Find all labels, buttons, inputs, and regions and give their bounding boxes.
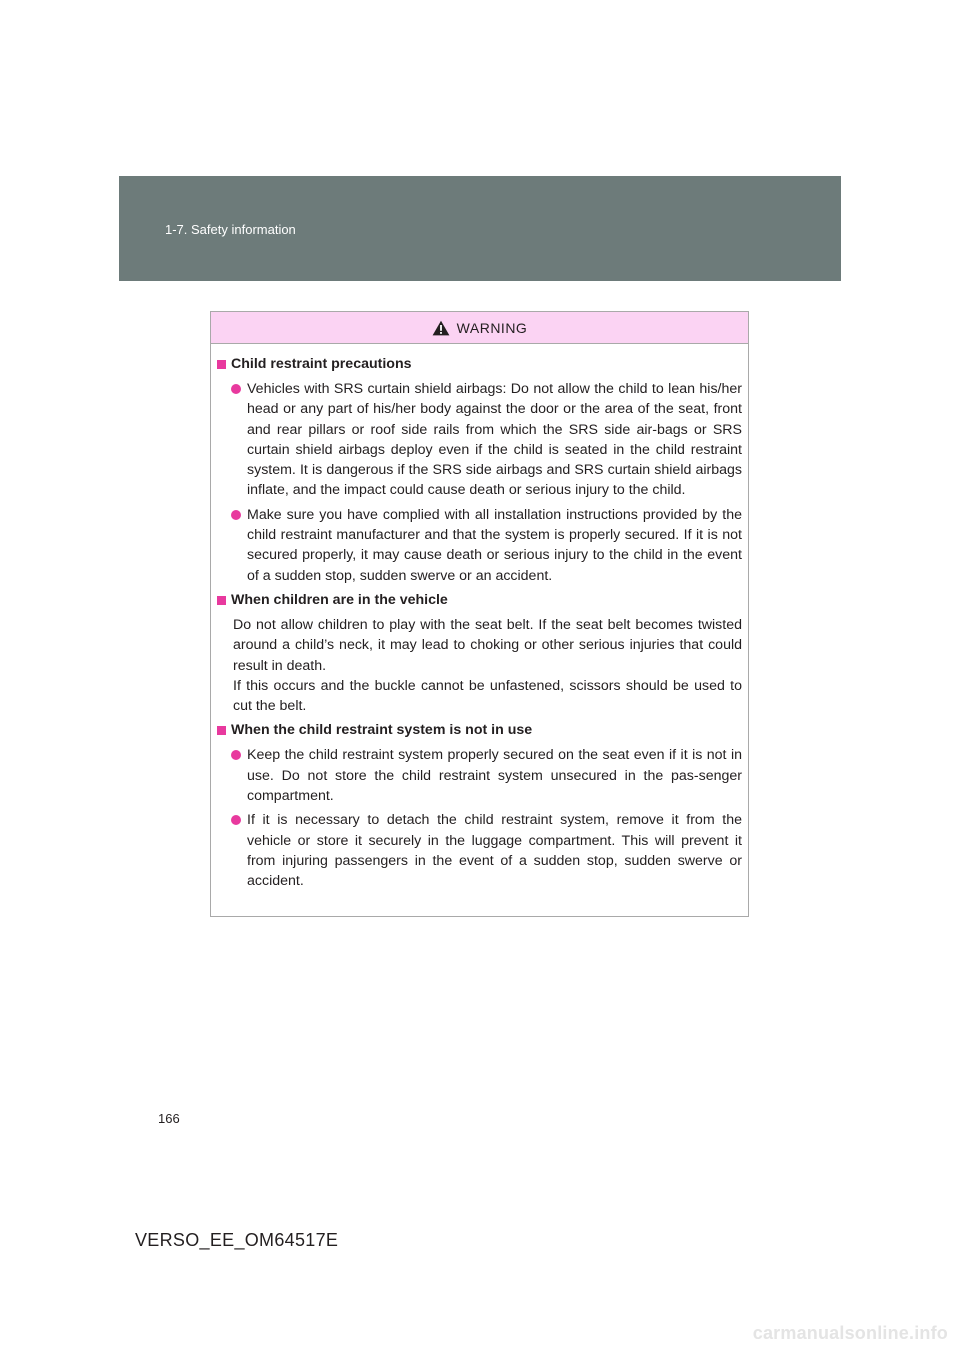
square-bullet-icon: [217, 360, 226, 369]
section-heading: [217, 590, 742, 611]
bullet-item: [217, 505, 742, 586]
bullet-text: Vehicles with SRS curtain shield airbags: Do not allow the child to lean his/her head or any part of his/her body against the door or the area of the seat, front and rear pillars or roof side rails from which the SRS side air-bags or SRS curtain shield airbags deploy even if the child is seated in the child restraint system. It is dangerous if the SRS side airbags and SRS curtain shield airbags inflate, and the impact could cause death or serious injury to the child.: [247, 381, 742, 499]
warning-title: WARNING: [456, 319, 528, 336]
bullet-text: Make sure you have complied with all installation instructions provided by the child restraint manufacturer and that the system is properly secured. If it is not secured properly, it may cause death or serious injury to the child in the event of a sudden stop, sudden swerve or an accident.: [247, 506, 742, 584]
warning-section: [217, 354, 742, 586]
section-heading: [217, 354, 742, 375]
section-heading-text: When children are in the vehicle: [231, 591, 448, 608]
warning-triangle-icon: [432, 320, 450, 336]
warning-section: [217, 590, 742, 716]
round-bullet-icon: [231, 815, 241, 825]
warning-header: [211, 312, 748, 344]
round-bullet-icon: [231, 750, 241, 760]
round-bullet-icon: [231, 510, 241, 520]
warning-box: [210, 311, 749, 917]
page-number: 166: [158, 1111, 180, 1126]
bullet-item: [217, 379, 742, 501]
section-header-band: [119, 176, 841, 281]
warning-section: [217, 720, 742, 891]
warning-body: [211, 344, 748, 892]
section-title: 1-7. Safety information: [165, 222, 296, 237]
watermark: carmanualsonline.info: [752, 1323, 948, 1343]
section-heading-text: Child restraint precautions: [231, 356, 412, 372]
section-heading: [217, 720, 742, 741]
paragraph-text: Do not allow children to play with the seat belt. If the seat belt becomes twisted around a child’s neck, it may lead to choking or other serious injuries that could result in death.: [233, 616, 742, 674]
section-heading-text: When the child restraint system is not in use: [231, 722, 533, 739]
bullet-text: Keep the child restraint system properly secured on the seat even if it is not in use. Do not store the child restraint system unsecured in the pas-senger compartment.: [247, 747, 742, 805]
square-bullet-icon: [217, 596, 226, 605]
round-bullet-icon: [231, 384, 241, 394]
bullet-item: [217, 745, 742, 806]
bullet-item: [217, 810, 742, 891]
paragraph: [217, 615, 742, 716]
bullet-text: If it is necessary to detach the child restraint system, remove it from the vehicle or store it securely in the luggage compartment. This will prevent it from injuring passengers in the event of a sudden stop, sudden swerve or accident.: [247, 812, 742, 890]
document-code: VERSO_EE_OM64517E: [135, 1230, 339, 1250]
square-bullet-icon: [217, 726, 226, 735]
paragraph-text: If this occurs and the buckle cannot be unfastened, scissors should be used to cut the belt.: [233, 677, 742, 715]
